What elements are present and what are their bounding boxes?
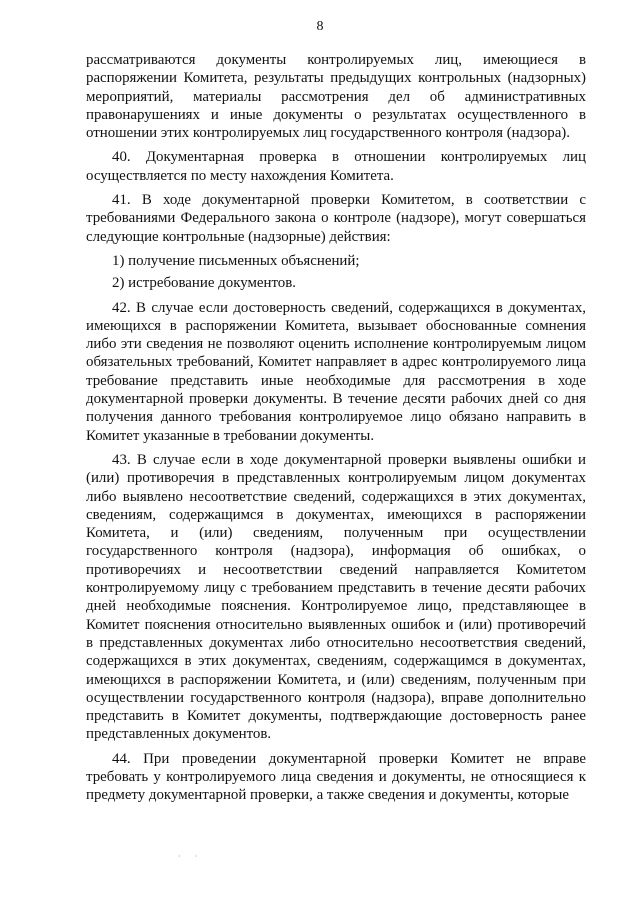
paragraph-41-item-1: 1) получение письменных объяснений; <box>112 252 360 269</box>
paragraph-42: 42. В случае если достоверность сведений, содержащихся в документах, имеющихся в распоряжении Комитета, вызывает обоснованные сомнения либо эти сведения не позволяют оценить исполнение контролируемым лицом обязательных требований, Комитет направляет в адрес контролируемого лица требование представить иные необходимые для рассмотрения в ходе документарной проверки документы. В течение десяти рабочих дней со дня получения данного требования контролируемое лицо обязано направить в Комитет указанные в требовании документы. <box>86 299 586 444</box>
document-body <box>86 51 586 811</box>
page-number: 8 <box>316 19 324 34</box>
paragraph-40: 40. Документарная проверка в отношении контролируемых лиц осуществляется по месту нахождения Комитета. <box>86 149 586 184</box>
paragraph-41-item-2: 2) истребование документов. <box>112 275 296 292</box>
paragraph-43: 43. В случае если в ходе документарной проверки выявлены ошибки и (или) противоречия в представленных контролируемым лицом документах либо выявлено несоответствие сведений, содержащихся в этих документах, сведениям, содержащимся в документах, имеющихся в распоряжении Комитета, и (или) сведениям, полученным при осуществлении государственного контроля (надзора), информация об ошибках, о противоречиях и несоответствии сведений направляется Комитетом контролируемому лицу с требованием представить в течение десяти рабочих дней необходимые пояснения. Контролируемое лицо, представляющее в Комитет пояснения относительно выявленных ошибок и (или) противоречий в представленных документах либо относительно несоответствия сведений, содержащихся в этих документах, сведениям, содержащимся в документах, имеющихся в распоряжении Комитета, и (или) сведениям, полученным при осуществлении государственного контроля (надзора), вправе дополнительно представить в Комитет документы, подтверждающие достоверность ранее представленных документов. <box>86 451 586 743</box>
paragraph-continuation: рассматриваются документы контролируемых лиц, имеющиеся в распоряжении Комитета, результаты предыдущих контрольных (надзорных) мероприятий, материалы рассмотрения дел об административных правонарушениях и иные документы о результатах осуществленного в отношении этих контролируемых лиц государственного контроля (надзора). <box>86 52 586 142</box>
paragraph-44: 44. При проведении документарной проверки Комитет не вправе требовать у контролируемого лица сведения и документы, не относящиеся к предмету документарной проверки, а также сведения и документы, которые <box>86 750 586 804</box>
scan-artifact: · · <box>178 852 204 861</box>
paragraph-41: 41. В ходе документарной проверки Комитетом, в соответствии с требованиями Федерального закона о контроле (надзоре), могут совершаться следующие контрольные (надзорные) действия: <box>86 192 586 245</box>
